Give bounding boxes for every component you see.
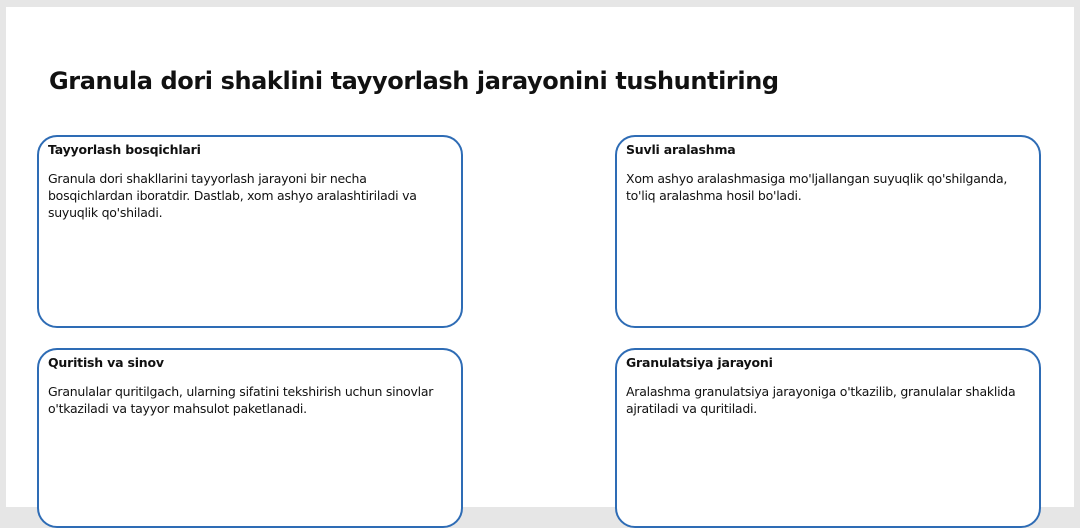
card-granulatsiya-jarayoni	[615, 348, 1041, 528]
card-suvli-aralashma	[615, 135, 1041, 328]
card-body: Granulalar quritilgach, ularning sifatini tekshirish uchun sinovlar o'tkaziladi va tayyor mahsulot paketlanadi.	[48, 384, 434, 416]
card-title: Tayyorlash bosqichlari	[48, 142, 201, 157]
card-quritish-va-sinov	[37, 348, 463, 528]
card-body: Granula dori shakllarini tayyorlash jarayoni bir necha bosqichlardan iboratdir. Dastlab, xom ashyo aralashtiriladi va suyuqlik qo'shiladi.	[48, 171, 417, 220]
page-title: Granula dori shaklini tayyorlash jarayonini tushuntiring	[49, 67, 779, 95]
card-title: Suvli aralashma	[626, 142, 736, 157]
card-body: Xom ashyo aralashmasiga mo'ljallangan suyuqlik qo'shilganda, to'liq aralashma hosil bo'ladi.	[626, 171, 1008, 203]
document-page	[6, 7, 1074, 507]
card-tayyorlash-bosqichlari	[37, 135, 463, 328]
card-title: Quritish va sinov	[48, 355, 164, 370]
card-title: Granulatsiya jarayoni	[626, 355, 773, 370]
card-body: Aralashma granulatsiya jarayoniga o'tkazilib, granulalar shaklida ajratiladi va quritiladi.	[626, 384, 1016, 416]
